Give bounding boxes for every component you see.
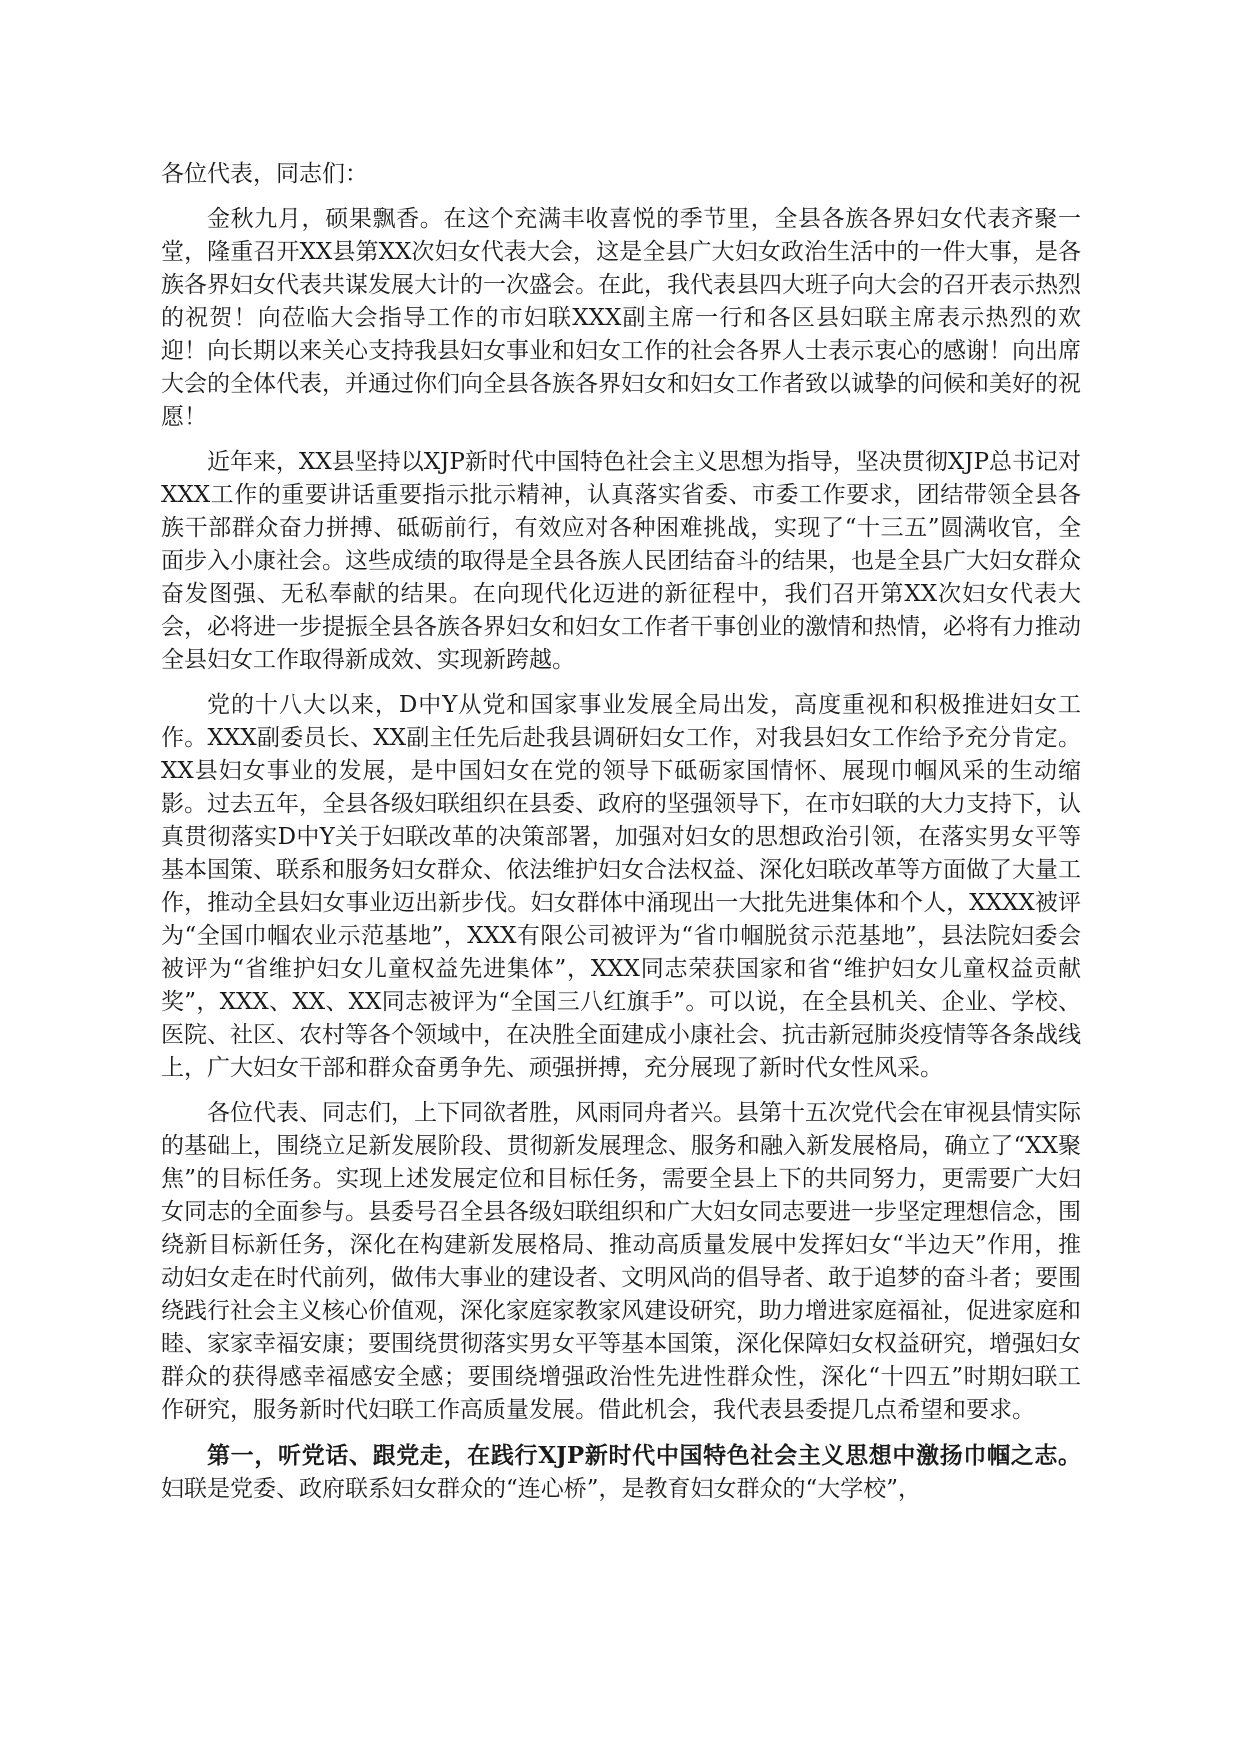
document-body	[161, 158, 1081, 1518]
paragraph-women-work: 党的十八大以来，D中Y从党和国家事业发展全局出发，高度重视和积极推进妇女工作。XXX副委员长、XX副主任先后赴我县调研妇女工作，对我县妇女工作给予充分肯定。XX县妇女事业的发展，是中国妇女在党的领导下砥砺家国情怀、展现巾帼风采的生动缩影。过去五年，全县各级妇联组织在县委、政府的坚强领导下，在市妇联的大力支持下，认真贯彻落实D中Y关于妇联改革的决策部署，加强对妇女的思想政治引领，在落实男女平等基本国策、联系和服务妇女群众、依法维护妇女合法权益、深化妇联改革等方面做了大量工作，推动全县妇女事业迈出新步伐。妇女群体中涌现出一大批先进集体和个人，XXXX被评为“全国巾帼农业示范基地”，XXX有限公司被评为“省巾帼脱贫示范基地”，县法院妇委会被评为“省维护妇女儿童权益先进集体”，XXX同志荣获国家和省“维护妇女儿童权益贡献奖”，XXX、XX、XX同志被评为“全国三八红旗手”。可以说，在全县机关、企业、学校、医院、社区、农村等各个领域中，在决胜全面建成小康社会、抗击新冠肺炎疫情等各条战线上，广大妇女干部和群众奋勇争先、顽强拼搏，充分展现了新时代女性风采。	[161, 692, 1081, 1081]
paragraph-opening: 金秋九月，硕果飘香。在这个充满丰收喜悦的季节里，全县各族各界妇女代表齐聚一堂，隆重召开XX县第XX次妇女代表大会，这是全县广大妇女政治生活中的一件大事，是各族各界妇女代表共谋发展大计的一次盛会。在此，我代表县四大班子向大会的召开表示热烈的祝贺！向莅临大会指导工作的市妇联XXX副主席一行和各区县妇联主席表示热烈的欢迎！向长期以来关心支持我县妇女事业和妇女工作的社会各界人士表示衷心的感谢！向出席大会的全体代表，并通过你们向全县各族各界妇女和妇女工作者致以诚挚的问候和美好的祝愿！	[161, 206, 1081, 430]
paragraph-first-point	[161, 1439, 1081, 1506]
first-point-heading: 第一，听党话、跟党走，在践行XJP新时代中国特色社会主义思想中激扬巾帼之志。	[207, 1442, 1081, 1469]
first-point-text: 妇联是党委、政府联系妇女群众的“连心桥”，是教育妇女群众的“大学校”，	[161, 1476, 922, 1502]
paragraph-achievements: 近年来，XX县坚持以XJP新时代中国特色社会主义思想为指导，坚决贯彻XJP总书记对XXX工作的重要讲话重要指示批示精神，认真落实省委、市委工作要求，团结带领全县各族干部群众奋力拼搏、砥砺前行，有效应对各种困难挑战，实现了“十三五”圆满收官，全面步入小康社会。这些成绩的取得是全县各族人民团结奋斗的结果，也是全县广大妇女群众奋发图强、无私奉献的结果。在向现代化迈进的新征程中，我们召开第XX次妇女代表大会，必将进一步提振全县各族各界妇女和妇女工作者干事创业的激情和热情，必将有力推动全县妇女工作取得新成效、实现新跨越。	[161, 449, 1081, 673]
salutation: 各位代表，同志们：	[161, 161, 368, 187]
paragraph-goals: 各位代表、同志们，上下同欲者胜，风雨同舟者兴。县第十五次党代会在审视县情实际的基础上，围绕立足新发展阶段、贯彻新发展理念、服务和融入新发展格局，确立了“XX聚焦”的目标任务。实现上述发展定位和目标任务，需要全县上下的共同努力，更需要广大妇女同志的全面参与。县委号召全县各级妇联组织和广大妇女同志要进一步坚定理想信念，围绕新目标新任务，深化在构建新发展格局、推动高质量发展中发挥妇女“半边天”作用，推动妇女走在时代前列，做伟大事业的建设者、文明风尚的倡导者、敢于追梦的奋斗者；要围绕践行社会主义核心价值观，深化家庭家教家风建设研究，助力增进家庭福祉，促进家庭和睦、家家幸福安康；要围绕贯彻落实男女平等基本国策，深化保障妇女权益研究，增强妇女群众的获得感幸福感安全感；要围绕增强政治性先进性群众性，深化“十四五”时期妇联工作研究，服务新时代妇联工作高质量发展。借此机会，我代表县委提几点希望和要求。	[161, 1100, 1081, 1423]
